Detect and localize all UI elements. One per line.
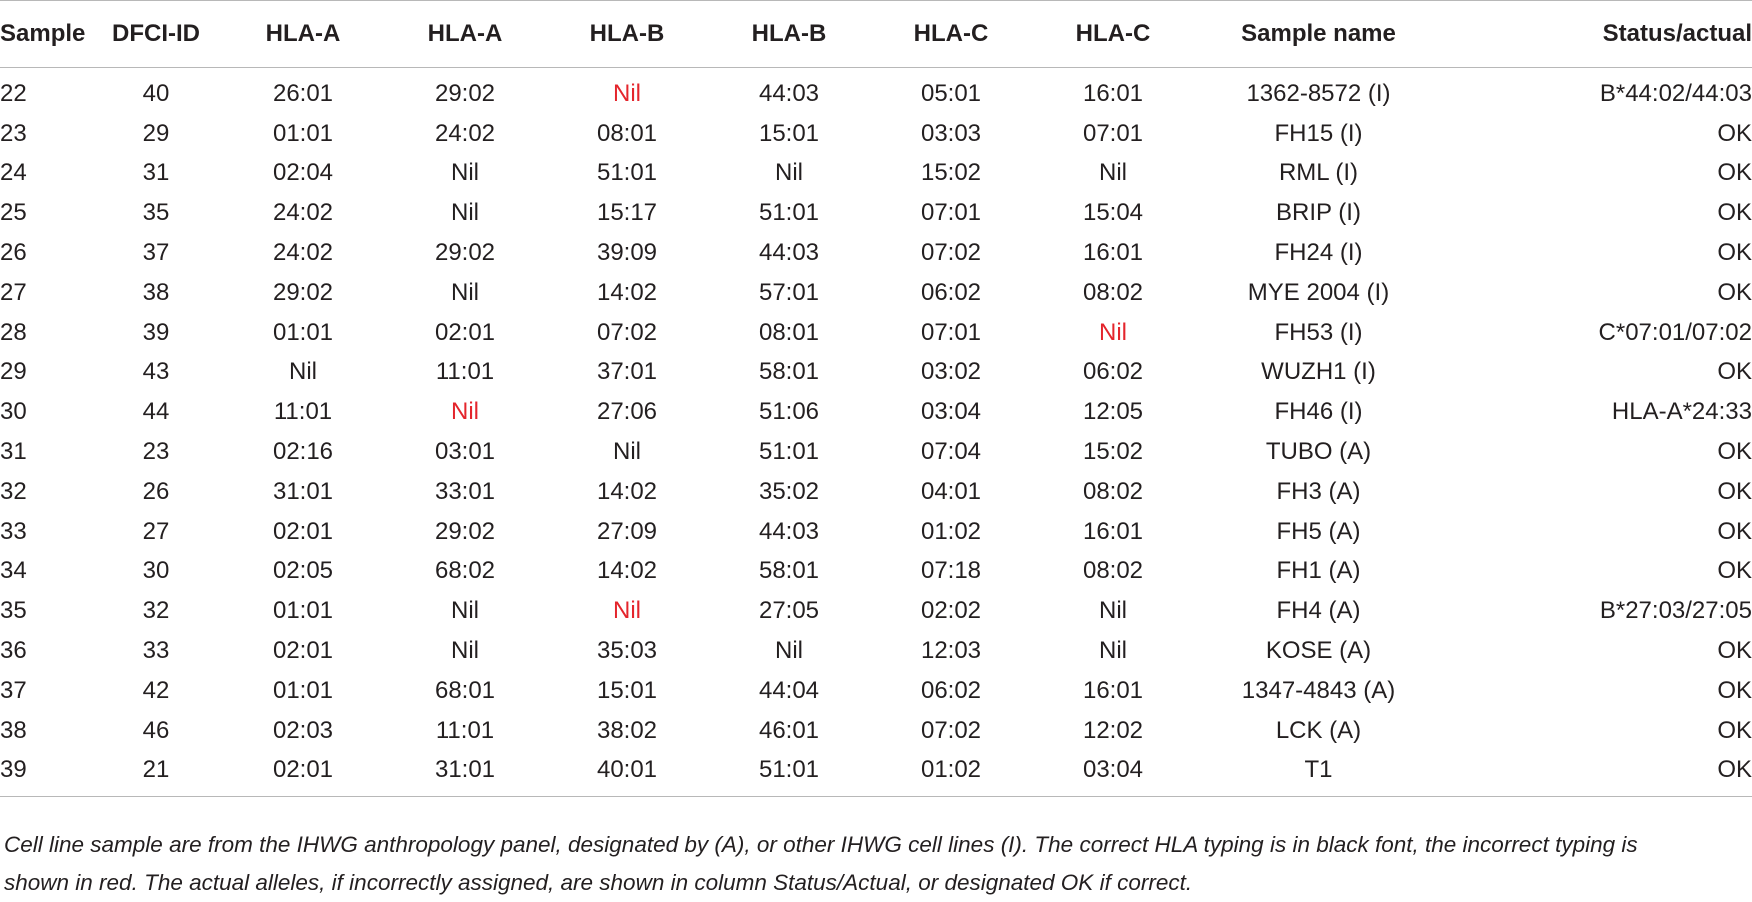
cell-sample-name: FH1 (A) [1276, 557, 1361, 585]
cell-hla-c-1: 06:02 [920, 676, 982, 704]
cell-status-actual: OK [1717, 477, 1752, 505]
cell-hla-c-1: 07:01 [920, 318, 982, 346]
cell-hla-b-2: 46:01 [758, 716, 820, 744]
cell-sample: 30 [0, 398, 27, 426]
cell-status-actual: OK [1717, 159, 1752, 187]
cell-hla-b-2: 44:03 [758, 239, 820, 267]
table-row [0, 273, 1752, 313]
column-header-sample-name: Sample name [1194, 1, 1443, 68]
cell-hla-a-1: 02:01 [222, 751, 384, 797]
cell-hla-a-1: 31:01 [272, 477, 334, 505]
cell-dfci-id: 42 [142, 676, 170, 704]
cell-hla-b-1: 08:01 [596, 119, 658, 147]
cell-hla-a-2: 31:01 [384, 751, 546, 797]
cell-hla-a-2: 03:01 [434, 438, 496, 466]
cell-hla-c-2: 12:02 [1082, 716, 1144, 744]
cell-hla-b-1: 07:02 [596, 318, 658, 346]
cell-hla-b-1: 38:02 [596, 716, 658, 744]
cell-hla-c-1: 07:02 [920, 239, 982, 267]
table-row [0, 313, 1752, 353]
column-header-status-actual: Status/actual [1443, 1, 1752, 68]
cell-hla-c-2: 15:02 [1082, 438, 1144, 466]
cell-sample-name: FH5 (A) [1276, 517, 1361, 545]
cell-hla-a-1: 26:01 [272, 79, 334, 107]
cell-hla-c-1: 06:02 [920, 278, 982, 306]
cell-hla-c-2: 12:05 [1082, 398, 1144, 426]
cell-hla-c-1: 07:01 [920, 199, 982, 227]
cell-hla-c-2: 15:04 [1082, 199, 1144, 227]
cell-hla-b-1: 37:01 [596, 358, 658, 386]
cell-hla-c-2: Nil [1099, 637, 1127, 665]
cell-hla-c-1: 03:02 [920, 358, 982, 386]
table-footnote [4, 826, 1752, 902]
cell-sample-name: BRIP (I) [1276, 199, 1361, 227]
cell-sample: 25 [0, 199, 27, 227]
cell-hla-c-2: 16:01 [1082, 676, 1144, 704]
cell-dfci-id: 44 [142, 398, 170, 426]
cell-hla-b-1: Nil [613, 597, 641, 625]
cell-hla-b-2: 44:03 [758, 517, 820, 545]
cell-hla-b-1: 51:01 [596, 159, 658, 187]
cell-sample: 28 [0, 318, 27, 346]
table-row [0, 432, 1752, 472]
column-header-hla-c-2: HLA-C [1032, 1, 1194, 68]
cell-hla-c-1: 07:02 [920, 716, 982, 744]
cell-hla-a-2: Nil [451, 597, 479, 625]
cell-hla-b-1: Nil [613, 79, 641, 107]
table-row [0, 353, 1752, 393]
cell-dfci-id: 23 [142, 438, 170, 466]
cell-sample-name: 1347-4843 (A) [1241, 676, 1396, 704]
cell-dfci-id: 27 [142, 517, 170, 545]
cell-status-actual: B*44:02/44:03 [1599, 79, 1752, 107]
cell-sample: 39 [0, 751, 90, 797]
cell-hla-a-1: 29:02 [272, 278, 334, 306]
table-row [0, 392, 1752, 432]
footnote-line: shown in red. The actual alleles, if incorrectly assigned, are shown in column Status/Actual, or designated OK if correct. [4, 870, 1193, 895]
cell-hla-b-2: Nil [775, 159, 803, 187]
column-header-hla-a-2: HLA-A [384, 1, 546, 68]
table-row [0, 591, 1752, 631]
cell-hla-b-2: 08:01 [758, 318, 820, 346]
cell-hla-c-2: 07:01 [1082, 119, 1144, 147]
cell-sample: 22 [0, 79, 27, 107]
cell-status-actual: OK [1717, 119, 1752, 147]
table-row [0, 68, 1752, 114]
cell-hla-c-2: 08:02 [1082, 477, 1144, 505]
cell-hla-b-1: 35:03 [596, 637, 658, 665]
cell-status-actual: OK [1717, 239, 1752, 267]
column-header-hla-c-1: HLA-C [870, 1, 1032, 68]
cell-hla-a-2: Nil [451, 637, 479, 665]
cell-hla-b-1: 14:02 [596, 477, 658, 505]
cell-status-actual: OK [1717, 517, 1752, 545]
cell-sample: 35 [0, 597, 27, 625]
cell-status-actual: OK [1717, 438, 1752, 466]
cell-hla-c-2: 16:01 [1082, 79, 1144, 107]
cell-hla-b-2: 57:01 [758, 278, 820, 306]
cell-sample-name: 1362-8572 (I) [1246, 79, 1391, 107]
column-header-dfci-id: DFCI-ID [90, 1, 222, 68]
cell-hla-a-2: 68:01 [434, 676, 496, 704]
cell-dfci-id: 39 [142, 318, 170, 346]
cell-hla-a-1: 11:01 [273, 398, 333, 426]
cell-dfci-id: 37 [142, 239, 170, 267]
cell-dfci-id: 26 [142, 477, 170, 505]
table-row [0, 552, 1752, 592]
cell-hla-b-1: 15:17 [596, 199, 658, 227]
table-row [0, 472, 1752, 512]
cell-hla-b-2: 15:01 [758, 119, 820, 147]
cell-dfci-id: 43 [142, 358, 170, 386]
column-header-hla-a-1: HLA-A [222, 1, 384, 68]
cell-hla-a-2: 11:01 [435, 358, 495, 386]
cell-hla-b-1: 15:01 [596, 676, 658, 704]
cell-hla-c-1: 01:02 [870, 751, 1032, 797]
cell-hla-a-1: 01:01 [272, 119, 334, 147]
cell-hla-a-2: Nil [451, 159, 479, 187]
cell-status-actual: OK [1717, 278, 1752, 306]
cell-hla-b-1: 14:02 [596, 557, 658, 585]
cell-sample: 24 [0, 159, 27, 187]
cell-hla-a-2: 29:02 [434, 239, 496, 267]
cell-hla-a-1: 02:04 [272, 159, 334, 187]
cell-sample-name: FH3 (A) [1276, 477, 1361, 505]
cell-hla-a-1: 24:02 [272, 199, 334, 227]
cell-dfci-id: 21 [90, 751, 222, 797]
cell-hla-b-2: 35:02 [758, 477, 820, 505]
table-row [0, 233, 1752, 273]
cell-hla-a-2: 02:01 [434, 318, 496, 346]
cell-hla-a-1: 02:01 [272, 517, 334, 545]
cell-dfci-id: 29 [142, 119, 170, 147]
table-row [0, 631, 1752, 671]
cell-sample: 32 [0, 477, 27, 505]
table-header-row [0, 1, 1752, 68]
cell-sample-name: TUBO (A) [1265, 438, 1372, 466]
cell-sample-name: FH24 (I) [1274, 239, 1363, 267]
footnote-line: Cell line sample are from the IHWG anthropology panel, designated by (A), or other IHWG cell lines (I). The correct HLA typing is in black font, the incorrect typing is [4, 832, 1638, 857]
cell-hla-b-2: 51:06 [758, 398, 820, 426]
cell-hla-a-1: 02:01 [272, 637, 334, 665]
cell-dfci-id: 40 [142, 79, 170, 107]
cell-hla-a-1: 01:01 [272, 597, 334, 625]
cell-hla-c-2: 03:04 [1032, 751, 1194, 797]
cell-dfci-id: 30 [142, 557, 170, 585]
cell-hla-a-2: 29:02 [434, 517, 496, 545]
table-row [0, 751, 1752, 797]
cell-dfci-id: 33 [142, 637, 170, 665]
cell-hla-c-1: 04:01 [920, 477, 982, 505]
cell-sample-name: LCK (A) [1275, 716, 1362, 744]
table-row [0, 154, 1752, 194]
cell-hla-a-2: 33:01 [434, 477, 496, 505]
cell-hla-c-1: 02:02 [920, 597, 982, 625]
cell-sample-name: FH4 (A) [1276, 597, 1361, 625]
cell-hla-c-2: 08:02 [1082, 278, 1144, 306]
table-body [0, 68, 1752, 797]
cell-sample-name: RML (I) [1278, 159, 1359, 187]
cell-hla-a-2: 68:02 [434, 557, 496, 585]
cell-hla-a-1: 01:01 [272, 676, 334, 704]
cell-hla-a-2: 29:02 [434, 79, 496, 107]
cell-status-actual: B*27:03/27:05 [1599, 597, 1752, 625]
cell-sample: 38 [0, 716, 27, 744]
cell-hla-a-1: 02:05 [272, 557, 334, 585]
cell-hla-c-2: Nil [1099, 597, 1127, 625]
column-header-sample: Sample [0, 1, 90, 68]
cell-hla-b-1: Nil [613, 438, 641, 466]
cell-sample-name: FH46 (I) [1274, 398, 1363, 426]
cell-hla-c-1: 07:04 [920, 438, 982, 466]
table-row [0, 671, 1752, 711]
cell-sample: 29 [0, 358, 27, 386]
cell-hla-c-2: 08:02 [1082, 557, 1144, 585]
cell-sample-name: FH53 (I) [1274, 318, 1363, 346]
cell-hla-c-2: Nil [1099, 159, 1127, 187]
cell-status-actual: OK [1717, 676, 1752, 704]
cell-hla-c-2: 06:02 [1082, 358, 1144, 386]
cell-hla-a-1: 24:02 [272, 239, 334, 267]
table-row [0, 193, 1752, 233]
cell-hla-b-2: 27:05 [758, 597, 820, 625]
cell-hla-c-1: 03:03 [920, 119, 982, 147]
cell-status-actual: OK [1717, 637, 1752, 665]
cell-hla-a-2: Nil [451, 398, 479, 426]
column-header-hla-b-1: HLA-B [546, 1, 708, 68]
cell-hla-a-1: 01:01 [272, 318, 334, 346]
cell-status-actual: C*07:01/07:02 [1598, 318, 1752, 346]
cell-sample-name: MYE 2004 (I) [1247, 278, 1390, 306]
cell-hla-a-1: 02:03 [272, 716, 334, 744]
cell-hla-c-1: 05:01 [920, 79, 982, 107]
cell-hla-b-1: 27:09 [596, 517, 658, 545]
cell-sample: 36 [0, 637, 27, 665]
cell-hla-c-2: Nil [1099, 318, 1127, 346]
cell-status-actual: OK [1443, 751, 1752, 797]
cell-hla-c-2: 16:01 [1082, 239, 1144, 267]
cell-status-actual: OK [1717, 199, 1752, 227]
cell-hla-b-2: 51:01 [758, 199, 820, 227]
cell-sample: 37 [0, 676, 27, 704]
cell-dfci-id: 35 [142, 199, 170, 227]
cell-status-actual: OK [1717, 557, 1752, 585]
cell-hla-a-1: Nil [289, 358, 317, 386]
cell-hla-c-2: 16:01 [1082, 517, 1144, 545]
cell-hla-c-1: 15:02 [920, 159, 982, 187]
cell-hla-b-1: 27:06 [596, 398, 658, 426]
cell-hla-a-2: 24:02 [434, 119, 496, 147]
cell-hla-a-2: 11:01 [435, 716, 495, 744]
cell-sample-name: T1 [1194, 751, 1443, 797]
cell-hla-b-2: Nil [775, 637, 803, 665]
table-row [0, 711, 1752, 751]
cell-hla-b-1: 39:09 [596, 239, 658, 267]
cell-sample: 34 [0, 557, 27, 585]
cell-sample-name: KOSE (A) [1265, 637, 1372, 665]
cell-hla-b-2: 51:01 [758, 438, 820, 466]
cell-sample: 27 [0, 278, 27, 306]
table-row [0, 114, 1752, 154]
cell-dfci-id: 31 [142, 159, 170, 187]
cell-hla-a-2: Nil [451, 199, 479, 227]
cell-hla-c-1: 03:04 [920, 398, 982, 426]
cell-dfci-id: 32 [142, 597, 170, 625]
cell-hla-c-1: 07:18 [920, 557, 982, 585]
cell-hla-b-2: 58:01 [758, 557, 820, 585]
table-row [0, 512, 1752, 552]
cell-sample-name: FH15 (I) [1274, 119, 1363, 147]
cell-hla-b-2: 44:04 [758, 676, 820, 704]
cell-hla-c-1: 01:02 [920, 517, 982, 545]
cell-hla-b-2: 44:03 [758, 79, 820, 107]
cell-status-actual: HLA-A*24:33 [1611, 398, 1752, 426]
cell-hla-b-2: 58:01 [758, 358, 820, 386]
cell-hla-a-1: 02:16 [272, 438, 334, 466]
cell-hla-b-2: 51:01 [708, 751, 870, 797]
column-header-hla-b-2: HLA-B [708, 1, 870, 68]
cell-status-actual: OK [1717, 358, 1752, 386]
cell-hla-b-1: 40:01 [546, 751, 708, 797]
cell-status-actual: OK [1717, 716, 1752, 744]
cell-hla-c-1: 12:03 [920, 637, 982, 665]
cell-dfci-id: 46 [142, 716, 170, 744]
cell-sample-name: WUZH1 (I) [1261, 358, 1376, 386]
cell-hla-b-1: 14:02 [596, 278, 658, 306]
cell-hla-a-2: Nil [451, 278, 479, 306]
cell-dfci-id: 38 [142, 278, 170, 306]
cell-sample: 23 [0, 119, 27, 147]
cell-sample: 26 [0, 239, 27, 267]
cell-sample: 31 [0, 438, 27, 466]
cell-sample: 33 [0, 517, 27, 545]
